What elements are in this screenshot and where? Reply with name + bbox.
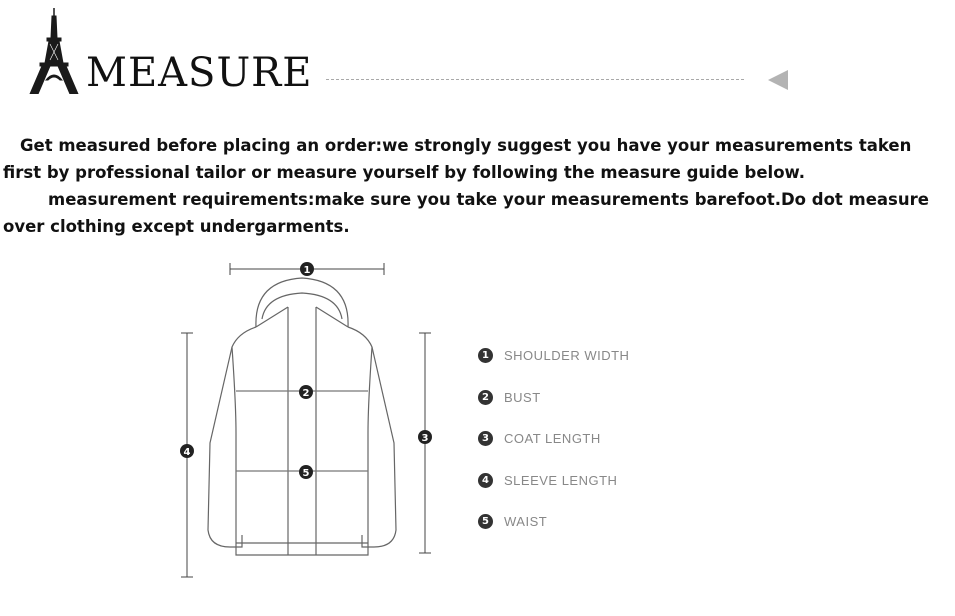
header bbox=[0, 0, 955, 110]
marker-shoulder-width bbox=[300, 262, 314, 276]
legend-item-bust bbox=[478, 377, 629, 419]
jacket-outline bbox=[208, 278, 396, 555]
legend-label: SLEEVE LENGTH bbox=[504, 472, 618, 488]
jacket-diagram bbox=[170, 255, 460, 585]
marker-coat-length bbox=[418, 430, 432, 444]
legend-label: BUST bbox=[504, 389, 541, 405]
legend-item-sleeve-length bbox=[478, 460, 629, 502]
intro-paragraph: Get measured before placing an order:we strongly suggest you have your measurements taken first by professional tailor or measure yourself by following the measure guide below. bbox=[3, 136, 912, 182]
eiffel-tower-icon bbox=[28, 8, 80, 94]
legend-number: 3 bbox=[478, 431, 493, 446]
svg-text:2: 2 bbox=[302, 388, 310, 399]
legend-number: 2 bbox=[478, 390, 493, 405]
header-divider bbox=[326, 79, 744, 80]
legend-number: 4 bbox=[478, 473, 493, 488]
legend-item-waist bbox=[478, 501, 629, 543]
requirements-paragraph: measurement requirements:make sure you take your measurements barefoot.Do dot measure over clothing except undergarments. bbox=[3, 190, 929, 236]
legend-item-shoulder-width bbox=[478, 335, 629, 377]
triangle-left-icon[interactable] bbox=[766, 68, 790, 92]
svg-text:3: 3 bbox=[421, 433, 429, 444]
marker-waist bbox=[299, 465, 313, 479]
legend-number: 5 bbox=[478, 514, 493, 529]
legend-label: WAIST bbox=[504, 514, 548, 530]
marker-sleeve-length bbox=[180, 444, 194, 458]
legend-item-coat-length bbox=[478, 418, 629, 460]
measurement-legend bbox=[478, 335, 629, 543]
marker-bust bbox=[299, 385, 313, 399]
svg-text:4: 4 bbox=[183, 447, 191, 458]
page-title: MEASURE bbox=[86, 50, 313, 96]
svg-text:5: 5 bbox=[302, 468, 310, 479]
legend-number: 1 bbox=[478, 348, 493, 363]
legend-label: COAT LENGTH bbox=[504, 431, 601, 447]
legend-label: SHOULDER WIDTH bbox=[504, 348, 630, 364]
svg-text:1: 1 bbox=[303, 265, 311, 276]
